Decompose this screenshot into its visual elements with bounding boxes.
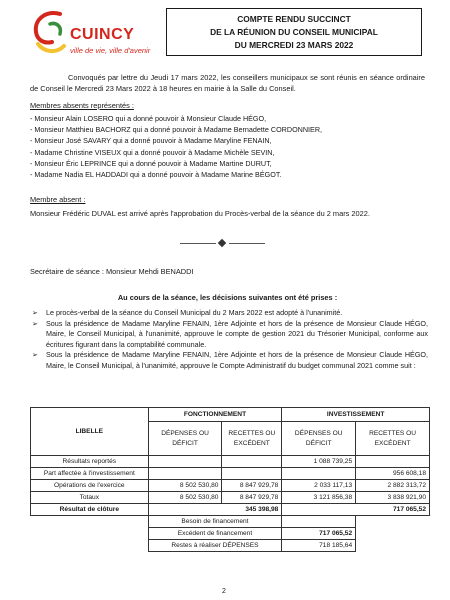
header-recettes-fonct: RECETTES OU EXCÉDENT: [222, 422, 282, 456]
logo-tagline: ville de vie, ville d'avenir: [70, 46, 151, 55]
budget-table: [30, 407, 430, 552]
cell-value: 3 838 921,90: [356, 492, 430, 504]
separator-line-left: [180, 243, 216, 244]
cell-value: 8 502 530,80: [148, 492, 222, 504]
list-item: - Monsieur José SAVARY qui a donné pouvoir à Madame Maryline FENAIN,: [30, 136, 272, 146]
closing-invest-value: 717 065,52: [282, 504, 430, 516]
cell-value: 2 882 313,72: [356, 480, 430, 492]
cell-value: 8 847 929,78: [222, 480, 282, 492]
cell-value: 8 502 530,80: [148, 480, 222, 492]
decision-item: ➢ Sous la présidence de Madame Maryline FENAIN, 1ère Adjointe et hors de la présence de Monsieur Claude HÉGO, Maire, le Conseil Municipal, à l'unanimité, approuve le Compte Administratif du budget communal 2021 comme suit :: [30, 350, 428, 371]
table-row: [31, 480, 430, 492]
absents-represented-heading: Membres absents représentés :: [30, 101, 134, 110]
absents-represented-list: [30, 113, 322, 180]
separator-diamond-icon: [218, 239, 226, 247]
decision-item: ➢ Le procès-verbal de la séance du Conseil Municipal du 2 Mars 2022 est adopté à l'unanimité.: [30, 308, 428, 319]
cell-value: 1 088 739,25: [282, 456, 356, 468]
cell-value: [222, 456, 282, 468]
absent-member-heading: Membre absent :: [30, 195, 86, 204]
row-label: Opérations de l'exercice: [31, 480, 149, 492]
row-label: Résultats reportés: [31, 456, 149, 468]
list-item: - Monsieur Matthieu BACHORZ qui a donné pouvoir à Madame Bernadette CORDONNIER,: [30, 125, 323, 135]
closing-fonct-value: 345 398,98: [148, 504, 282, 516]
cell-value: [356, 456, 430, 468]
restes-value: 718 185,64: [282, 540, 356, 552]
header-depenses-invest: DÉPENSES OU DÉFICIT: [282, 422, 356, 456]
title-line-3: DU MERCREDI 23 MARS 2022: [234, 39, 354, 50]
cell-value: [148, 468, 222, 480]
header-depenses-fonct: DÉPENSES OU DÉFICIT: [148, 422, 222, 456]
page-number: 2: [222, 588, 226, 595]
header-recettes-invest: RECETTES OU EXCÉDENT: [356, 422, 430, 456]
cell-value: 2 033 117,13: [282, 480, 356, 492]
decisions-list: [30, 308, 428, 372]
cell-value: 956 608,18: [356, 468, 430, 480]
cell-value: [282, 468, 356, 480]
list-item: - Madame Nadia EL HADDADI qui a donné pouvoir à Madame Marine BÉGOT.: [30, 170, 282, 180]
cuincy-logo: [30, 8, 150, 58]
document-title-box: [166, 8, 422, 56]
closing-label: Résultat de clôture: [31, 504, 149, 516]
list-item: - Monsieur Éric LEPRINCE qui a donné pouvoir à Madame Martine DURUT,: [30, 158, 272, 168]
title-line-1: COMPTE RENDU SUCCINCT: [237, 13, 351, 24]
header-fonctionnement: FONCTIONNEMENT: [148, 408, 282, 422]
excedent-value: 717 065,52: [282, 528, 356, 540]
cell-value: 8 847 929,78: [222, 492, 282, 504]
closing-row: [31, 504, 430, 516]
list-item: - Monsieur Alain LOSERO qui a donné pouvoir à Monsieur Claude HÉGO,: [30, 114, 267, 123]
title-line-2: DE LA RÉUNION DU CONSEIL MUNICIPAL: [210, 26, 378, 37]
restes-row: [31, 540, 430, 552]
table-row: [31, 456, 430, 468]
header-investissement: INVESTISSEMENT: [282, 408, 430, 422]
table-row: [31, 492, 430, 504]
decisions-heading: Au cours de la séance, les décisions suivantes ont été prises :: [117, 293, 338, 302]
decision-item: ➢ Sous la présidence de Madame Maryline FENAIN, 1ère Adjointe et hors de la présence de Monsieur Claude HÉGO, Maire, le Conseil Municipal, à l'unanimité, approuve le compte de gestion 2021 du Trésorier Municipal, conforme aux écritures figurant dans la comptabilité communale.: [30, 319, 428, 351]
absent-member-text: Monsieur Frédéric DUVAL est arrivé après l'approbation du Procès-verbal de la séance du 2 mars 2022.: [30, 209, 370, 218]
cell-value: [148, 456, 222, 468]
restes-label: Restes à réaliser DÉPENSES: [148, 540, 282, 552]
secretary-line: Secrétaire de séance : Monsieur Mehdi BENADDI: [30, 267, 194, 276]
logo-swirl-icon: [30, 8, 70, 58]
cell-value: 3 121 856,38: [282, 492, 356, 504]
besoin-label: Besoin de financement: [148, 516, 282, 528]
header-libelle: LIBELLE: [31, 408, 149, 456]
table-row: [31, 468, 430, 480]
besoin-row: [31, 516, 430, 528]
excedent-label: Excédent de financement: [148, 528, 282, 540]
list-item: - Madame Christine VISEUX qui a donné pouvoir à Madame Michèle SEVIN,: [30, 147, 275, 157]
logo-name: CUINCY: [70, 26, 135, 43]
row-label: Totaux: [31, 492, 149, 504]
separator-line-right: [229, 243, 265, 244]
row-label: Part affectée à l'investissement: [31, 468, 149, 480]
cell-value: [222, 468, 282, 480]
intro-paragraph: Convoqués par lettre du Jeudi 17 mars 2022, les conseillers municipaux se sont réunis en séance ordinaire de Conseil le Mercredi 23 Mars 2022 à 18 heures en mairie à la Salle du Conseil.: [30, 73, 425, 93]
besoin-value: [282, 516, 356, 528]
table-header-row: [31, 408, 430, 422]
excedent-row: [31, 528, 430, 540]
